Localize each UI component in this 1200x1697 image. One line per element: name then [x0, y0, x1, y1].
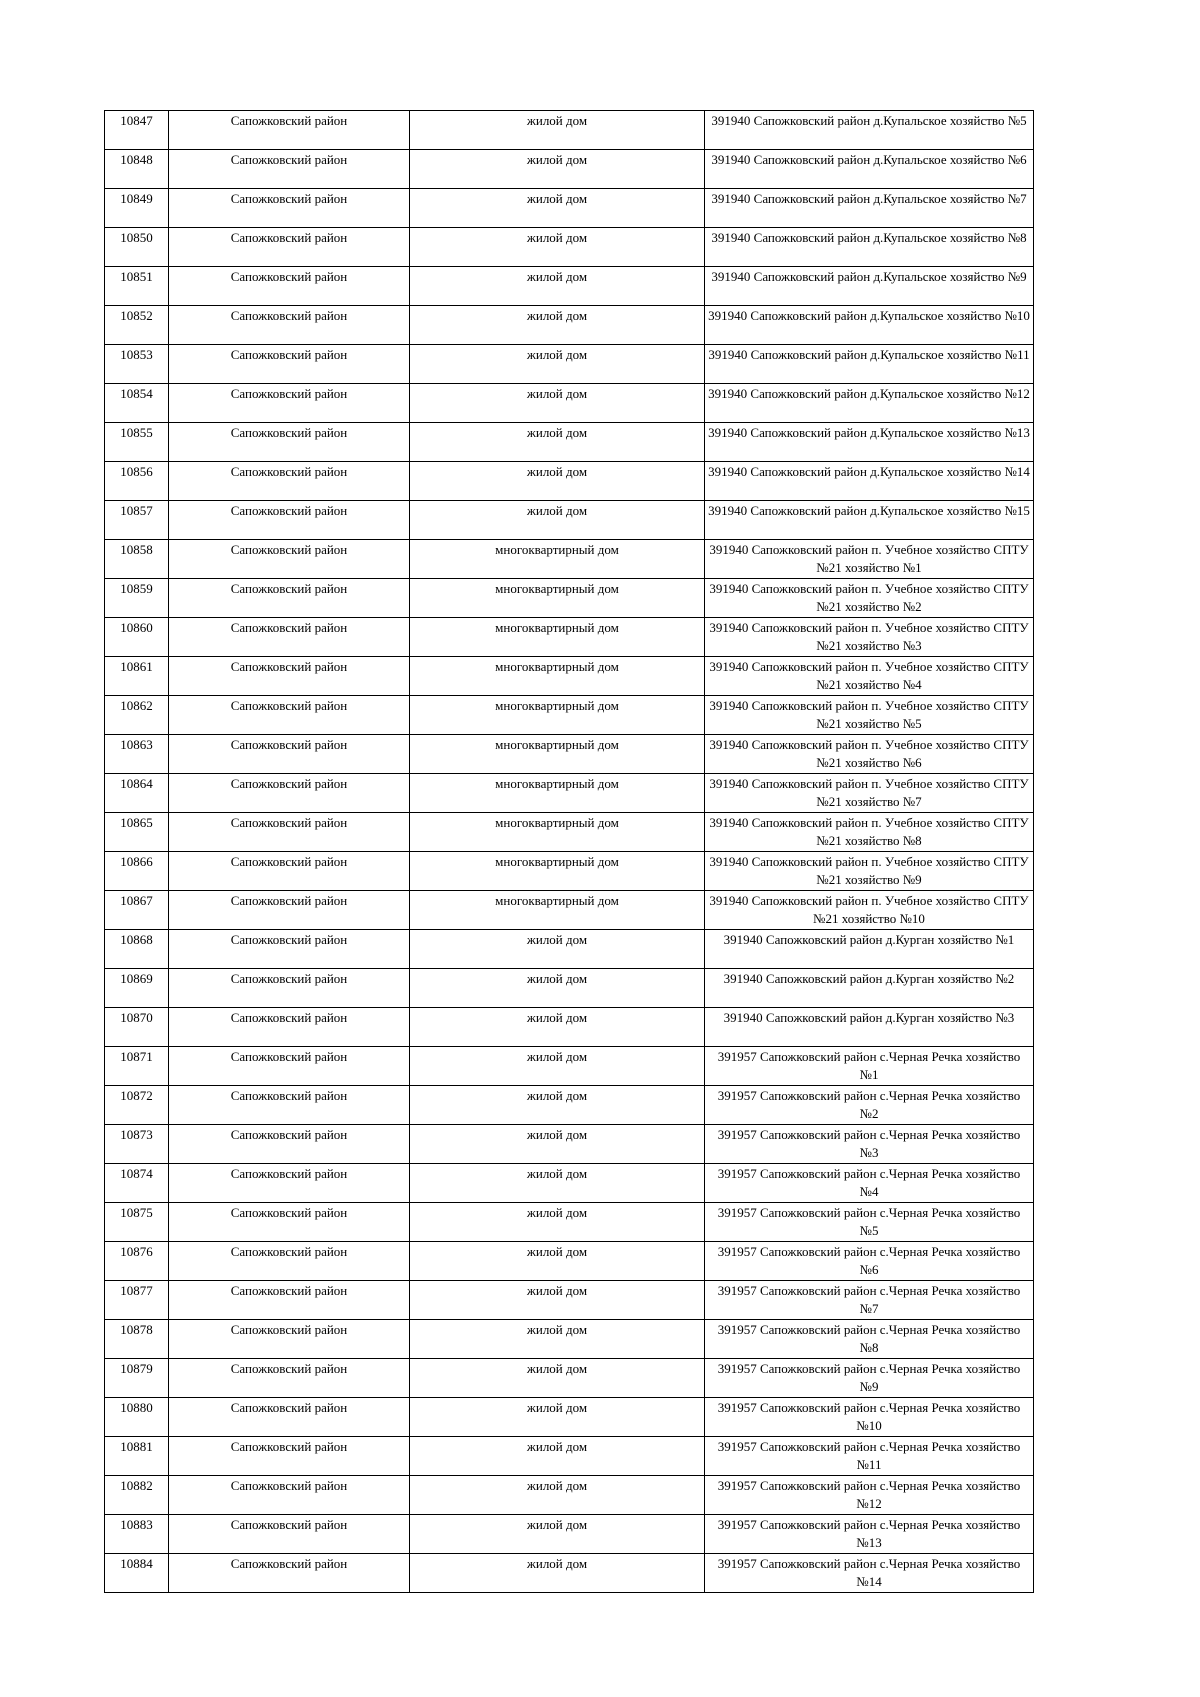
row-number-cell: 10863 [105, 735, 169, 774]
building-type-cell: жилой дом [410, 1203, 705, 1242]
address-cell: 391957 Сапожковский район с.Черная Речка хозяйство №11 [705, 1437, 1034, 1476]
table-row [105, 1086, 1034, 1125]
address-cell: 391940 Сапожковский район д.Курган хозяйство №1 [705, 930, 1034, 969]
table-row [105, 1008, 1034, 1047]
address-cell: 391957 Сапожковский район с.Черная Речка хозяйство №7 [705, 1281, 1034, 1320]
building-type-cell: жилой дом [410, 930, 705, 969]
district-cell: Сапожковский район [169, 618, 410, 657]
table-row [105, 1515, 1034, 1554]
address-cell: 391940 Сапожковский район п. Учебное хозяйство СПТУ №21 хозяйство №2 [705, 579, 1034, 618]
building-type-cell: жилой дом [410, 1125, 705, 1164]
address-cell: 391957 Сапожковский район с.Черная Речка хозяйство №12 [705, 1476, 1034, 1515]
address-cell: 391940 Сапожковский район п. Учебное хозяйство СПТУ №21 хозяйство №6 [705, 735, 1034, 774]
address-cell: 391957 Сапожковский район с.Черная Речка хозяйство №10 [705, 1398, 1034, 1437]
row-number-cell: 10861 [105, 657, 169, 696]
registry-table-body [105, 111, 1034, 1593]
address-cell: 391957 Сапожковский район с.Черная Речка хозяйство №5 [705, 1203, 1034, 1242]
building-type-cell: жилой дом [410, 1515, 705, 1554]
address-cell: 391957 Сапожковский район с.Черная Речка хозяйство №2 [705, 1086, 1034, 1125]
address-cell: 391957 Сапожковский район с.Черная Речка хозяйство №14 [705, 1554, 1034, 1593]
table-row [105, 852, 1034, 891]
table-row [105, 228, 1034, 267]
address-cell: 391940 Сапожковский район п. Учебное хозяйство СПТУ №21 хозяйство №5 [705, 696, 1034, 735]
row-number-cell: 10856 [105, 462, 169, 501]
row-number-cell: 10875 [105, 1203, 169, 1242]
district-cell: Сапожковский район [169, 150, 410, 189]
row-number-cell: 10880 [105, 1398, 169, 1437]
row-number-cell: 10859 [105, 579, 169, 618]
row-number-cell: 10869 [105, 969, 169, 1008]
table-row [105, 1359, 1034, 1398]
address-cell: 391957 Сапожковский район с.Черная Речка хозяйство №3 [705, 1125, 1034, 1164]
district-cell: Сапожковский район [169, 423, 410, 462]
address-cell: 391940 Сапожковский район п. Учебное хозяйство СПТУ №21 хозяйство №1 [705, 540, 1034, 579]
district-cell: Сапожковский район [169, 384, 410, 423]
building-type-cell: жилой дом [410, 1398, 705, 1437]
table-row [105, 1437, 1034, 1476]
building-type-cell: многоквартирный дом [410, 540, 705, 579]
row-number-cell: 10879 [105, 1359, 169, 1398]
building-type-cell: жилой дом [410, 189, 705, 228]
row-number-cell: 10857 [105, 501, 169, 540]
address-cell: 391940 Сапожковский район д.Купальское хозяйство №6 [705, 150, 1034, 189]
row-number-cell: 10868 [105, 930, 169, 969]
row-number-cell: 10884 [105, 1554, 169, 1593]
district-cell: Сапожковский район [169, 774, 410, 813]
district-cell: Сапожковский район [169, 1515, 410, 1554]
address-cell: 391940 Сапожковский район д.Купальское хозяйство №13 [705, 423, 1034, 462]
row-number-cell: 10878 [105, 1320, 169, 1359]
table-row [105, 1320, 1034, 1359]
table-row [105, 1398, 1034, 1437]
building-type-cell: жилой дом [410, 501, 705, 540]
district-cell: Сапожковский район [169, 735, 410, 774]
table-row [105, 1476, 1034, 1515]
address-cell: 391940 Сапожковский район д.Курган хозяйство №2 [705, 969, 1034, 1008]
building-type-cell: жилой дом [410, 1281, 705, 1320]
district-cell: Сапожковский район [169, 501, 410, 540]
table-row [105, 306, 1034, 345]
building-type-cell: жилой дом [410, 1164, 705, 1203]
address-cell: 391940 Сапожковский район п. Учебное хозяйство СПТУ №21 хозяйство №4 [705, 657, 1034, 696]
district-cell: Сапожковский район [169, 1242, 410, 1281]
row-number-cell: 10873 [105, 1125, 169, 1164]
row-number-cell: 10854 [105, 384, 169, 423]
address-cell: 391940 Сапожковский район д.Купальское хозяйство №8 [705, 228, 1034, 267]
property-registry-table [104, 110, 1034, 1593]
building-type-cell: жилой дом [410, 1359, 705, 1398]
building-type-cell: многоквартирный дом [410, 891, 705, 930]
table-row [105, 969, 1034, 1008]
district-cell: Сапожковский район [169, 1086, 410, 1125]
table-row [105, 891, 1034, 930]
row-number-cell: 10862 [105, 696, 169, 735]
row-number-cell: 10864 [105, 774, 169, 813]
table-row [105, 696, 1034, 735]
building-type-cell: жилой дом [410, 1320, 705, 1359]
district-cell: Сапожковский район [169, 1008, 410, 1047]
district-cell: Сапожковский район [169, 1203, 410, 1242]
table-row [105, 501, 1034, 540]
row-number-cell: 10850 [105, 228, 169, 267]
district-cell: Сапожковский район [169, 228, 410, 267]
building-type-cell: жилой дом [410, 1008, 705, 1047]
building-type-cell: многоквартирный дом [410, 852, 705, 891]
row-number-cell: 10848 [105, 150, 169, 189]
district-cell: Сапожковский район [169, 579, 410, 618]
row-number-cell: 10867 [105, 891, 169, 930]
table-row [105, 657, 1034, 696]
row-number-cell: 10877 [105, 1281, 169, 1320]
district-cell: Сапожковский район [169, 111, 410, 150]
address-cell: 391940 Сапожковский район д.Купальское хозяйство №15 [705, 501, 1034, 540]
building-type-cell: многоквартирный дом [410, 735, 705, 774]
table-row [105, 930, 1034, 969]
building-type-cell: многоквартирный дом [410, 579, 705, 618]
district-cell: Сапожковский район [169, 1320, 410, 1359]
building-type-cell: жилой дом [410, 306, 705, 345]
table-row [105, 423, 1034, 462]
row-number-cell: 10858 [105, 540, 169, 579]
address-cell: 391957 Сапожковский район с.Черная Речка хозяйство №13 [705, 1515, 1034, 1554]
table-row [105, 345, 1034, 384]
district-cell: Сапожковский район [169, 462, 410, 501]
district-cell: Сапожковский район [169, 852, 410, 891]
address-cell: 391940 Сапожковский район д.Купальское хозяйство №11 [705, 345, 1034, 384]
building-type-cell: жилой дом [410, 969, 705, 1008]
table-row [105, 1242, 1034, 1281]
building-type-cell: жилой дом [410, 1476, 705, 1515]
table-row [105, 540, 1034, 579]
address-cell: 391957 Сапожковский район с.Черная Речка хозяйство №8 [705, 1320, 1034, 1359]
district-cell: Сапожковский район [169, 306, 410, 345]
table-row [105, 384, 1034, 423]
row-number-cell: 10870 [105, 1008, 169, 1047]
address-cell: 391940 Сапожковский район п. Учебное хозяйство СПТУ №21 хозяйство №3 [705, 618, 1034, 657]
table-row [105, 813, 1034, 852]
address-cell: 391940 Сапожковский район п. Учебное хозяйство СПТУ №21 хозяйство №10 [705, 891, 1034, 930]
table-row [105, 774, 1034, 813]
table-row [105, 1554, 1034, 1593]
district-cell: Сапожковский район [169, 891, 410, 930]
table-row [105, 1125, 1034, 1164]
address-cell: 391940 Сапожковский район д.Купальское хозяйство №14 [705, 462, 1034, 501]
district-cell: Сапожковский район [169, 267, 410, 306]
address-cell: 391957 Сапожковский район с.Черная Речка хозяйство №9 [705, 1359, 1034, 1398]
row-number-cell: 10866 [105, 852, 169, 891]
row-number-cell: 10847 [105, 111, 169, 150]
building-type-cell: жилой дом [410, 423, 705, 462]
building-type-cell: жилой дом [410, 1242, 705, 1281]
table-row [105, 1281, 1034, 1320]
district-cell: Сапожковский район [169, 1398, 410, 1437]
building-type-cell: жилой дом [410, 111, 705, 150]
building-type-cell: жилой дом [410, 150, 705, 189]
building-type-cell: жилой дом [410, 345, 705, 384]
building-type-cell: жилой дом [410, 1047, 705, 1086]
row-number-cell: 10865 [105, 813, 169, 852]
table-row [105, 1164, 1034, 1203]
row-number-cell: 10851 [105, 267, 169, 306]
district-cell: Сапожковский район [169, 930, 410, 969]
district-cell: Сапожковский район [169, 1125, 410, 1164]
district-cell: Сапожковский район [169, 189, 410, 228]
building-type-cell: жилой дом [410, 1437, 705, 1476]
district-cell: Сапожковский район [169, 1047, 410, 1086]
table-row [105, 150, 1034, 189]
table-row [105, 462, 1034, 501]
address-cell: 391957 Сапожковский район с.Черная Речка хозяйство №1 [705, 1047, 1034, 1086]
district-cell: Сапожковский район [169, 696, 410, 735]
address-cell: 391940 Сапожковский район д.Купальское хозяйство №7 [705, 189, 1034, 228]
building-type-cell: многоквартирный дом [410, 696, 705, 735]
district-cell: Сапожковский район [169, 1437, 410, 1476]
district-cell: Сапожковский район [169, 345, 410, 384]
address-cell: 391957 Сапожковский район с.Черная Речка хозяйство №4 [705, 1164, 1034, 1203]
building-type-cell: жилой дом [410, 1554, 705, 1593]
address-cell: 391940 Сапожковский район д.Купальское хозяйство №5 [705, 111, 1034, 150]
table-row [105, 735, 1034, 774]
table-row [105, 618, 1034, 657]
table-row [105, 1203, 1034, 1242]
district-cell: Сапожковский район [169, 540, 410, 579]
building-type-cell: многоквартирный дом [410, 774, 705, 813]
building-type-cell: многоквартирный дом [410, 618, 705, 657]
building-type-cell: жилой дом [410, 1086, 705, 1125]
address-cell: 391940 Сапожковский район д.Купальское хозяйство №10 [705, 306, 1034, 345]
building-type-cell: жилой дом [410, 228, 705, 267]
row-number-cell: 10860 [105, 618, 169, 657]
row-number-cell: 10881 [105, 1437, 169, 1476]
district-cell: Сапожковский район [169, 1554, 410, 1593]
building-type-cell: жилой дом [410, 267, 705, 306]
row-number-cell: 10876 [105, 1242, 169, 1281]
district-cell: Сапожковский район [169, 969, 410, 1008]
table-row [105, 1047, 1034, 1086]
table-row [105, 189, 1034, 228]
row-number-cell: 10852 [105, 306, 169, 345]
row-number-cell: 10874 [105, 1164, 169, 1203]
table-row [105, 267, 1034, 306]
table-row [105, 111, 1034, 150]
row-number-cell: 10853 [105, 345, 169, 384]
district-cell: Сапожковский район [169, 1359, 410, 1398]
district-cell: Сапожковский район [169, 657, 410, 696]
address-cell: 391940 Сапожковский район п. Учебное хозяйство СПТУ №21 хозяйство №7 [705, 774, 1034, 813]
address-cell: 391940 Сапожковский район д.Купальское хозяйство №12 [705, 384, 1034, 423]
row-number-cell: 10855 [105, 423, 169, 462]
building-type-cell: многоквартирный дом [410, 657, 705, 696]
table-row [105, 579, 1034, 618]
address-cell: 391957 Сапожковский район с.Черная Речка хозяйство №6 [705, 1242, 1034, 1281]
address-cell: 391940 Сапожковский район п. Учебное хозяйство СПТУ №21 хозяйство №8 [705, 813, 1034, 852]
address-cell: 391940 Сапожковский район п. Учебное хозяйство СПТУ №21 хозяйство №9 [705, 852, 1034, 891]
address-cell: 391940 Сапожковский район д.Купальское хозяйство №9 [705, 267, 1034, 306]
row-number-cell: 10849 [105, 189, 169, 228]
building-type-cell: жилой дом [410, 462, 705, 501]
building-type-cell: многоквартирный дом [410, 813, 705, 852]
address-cell: 391940 Сапожковский район д.Курган хозяйство №3 [705, 1008, 1034, 1047]
building-type-cell: жилой дом [410, 384, 705, 423]
district-cell: Сапожковский район [169, 813, 410, 852]
district-cell: Сапожковский район [169, 1281, 410, 1320]
row-number-cell: 10871 [105, 1047, 169, 1086]
district-cell: Сапожковский район [169, 1476, 410, 1515]
row-number-cell: 10882 [105, 1476, 169, 1515]
district-cell: Сапожковский район [169, 1164, 410, 1203]
row-number-cell: 10883 [105, 1515, 169, 1554]
row-number-cell: 10872 [105, 1086, 169, 1125]
